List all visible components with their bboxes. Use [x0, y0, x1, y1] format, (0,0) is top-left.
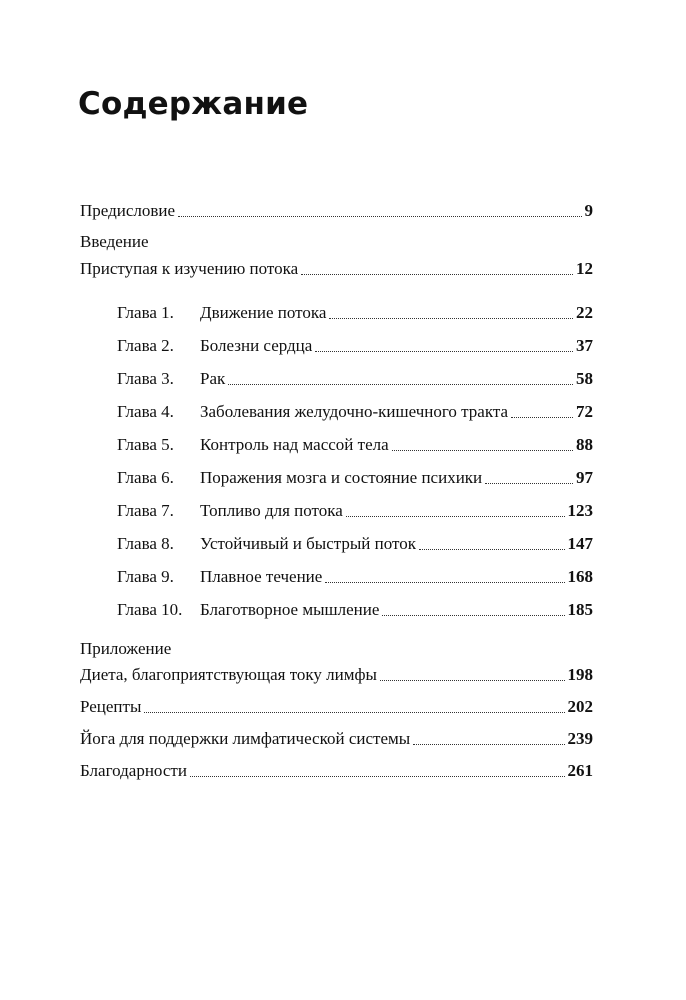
toc-entry-recipes[interactable] — [80, 696, 593, 718]
dot-leader — [144, 711, 564, 713]
toc-page-number: 88 — [576, 435, 593, 454]
chapter-number: Глава 2. — [117, 336, 174, 355]
dot-leader — [190, 775, 565, 777]
dot-leader — [511, 416, 573, 418]
dot-leader — [419, 548, 565, 550]
dot-leader — [178, 215, 581, 217]
toc-chapter-2[interactable] — [117, 335, 593, 357]
chapter-number: Глава 1. — [117, 303, 174, 322]
chapter-number: Глава 5. — [117, 435, 174, 454]
toc-page-number: 97 — [576, 468, 593, 487]
page-title: Содержание — [78, 86, 309, 122]
chapter-number: Глава 3. — [117, 369, 174, 388]
chapter-number: Глава 7. — [117, 501, 174, 520]
toc-page-number: 261 — [567, 761, 593, 780]
toc-entry-label: Рак — [200, 369, 226, 388]
toc-chapter-6[interactable] — [117, 467, 593, 489]
toc-entry-label: Движение потока — [200, 303, 327, 322]
toc-page-number: 123 — [567, 501, 593, 520]
toc-entry-acknowledgements[interactable] — [80, 760, 593, 782]
toc-entry-label: Устойчивый и быстрый поток — [200, 534, 416, 553]
toc-entry-label: Болезни сердца — [200, 336, 313, 355]
toc-entry-label: Диета, благоприятствующая току лимфы — [80, 665, 377, 684]
toc-entry-label: Приступая к изучению потока — [80, 259, 299, 278]
dot-leader — [392, 449, 573, 451]
dot-leader — [301, 273, 573, 275]
toc-chapter-8[interactable] — [117, 533, 593, 555]
toc-page-number: 185 — [567, 600, 593, 619]
toc-page-number: 168 — [567, 567, 593, 586]
dot-leader — [380, 679, 565, 681]
dot-leader — [329, 317, 573, 319]
toc-chapter-9[interactable] — [117, 566, 593, 588]
toc-entry-intro[interactable] — [80, 258, 593, 280]
toc-chapter-7[interactable] — [117, 500, 593, 522]
chapter-number: Глава 4. — [117, 402, 174, 421]
toc-chapter-3[interactable] — [117, 368, 593, 390]
toc-chapter-4[interactable] — [117, 401, 593, 423]
dot-leader — [228, 383, 573, 385]
toc-page-number: 12 — [576, 259, 593, 278]
toc-page-number: 239 — [567, 729, 593, 748]
toc-entry-preface[interactable] — [80, 200, 593, 222]
toc-entry-label: Плавное течение — [200, 567, 323, 586]
toc-page-number: 202 — [567, 697, 593, 716]
toc-entry-label: Топливо для потока — [200, 501, 343, 520]
toc-entry-yoga[interactable] — [80, 728, 593, 750]
chapter-number: Глава 8. — [117, 534, 174, 553]
toc-page-number: 198 — [567, 665, 593, 684]
toc-page-number: 72 — [576, 402, 593, 421]
toc-chapter-5[interactable] — [117, 434, 593, 456]
toc-page-number: 22 — [576, 303, 593, 322]
toc-entry-label: Йога для поддержки лимфатической системы — [80, 729, 411, 748]
chapter-number: Глава 10. — [117, 600, 183, 619]
dot-leader — [485, 482, 573, 484]
toc-entry-label: Заболевания желудочно-кишечного тракта — [200, 402, 509, 421]
toc-page-number: 147 — [567, 534, 593, 553]
toc-page-number: 9 — [584, 201, 593, 220]
chapter-number: Глава 6. — [117, 468, 174, 487]
toc-entry-label: Благотворное мышление — [200, 600, 380, 619]
toc-chapter-1[interactable] — [117, 302, 593, 324]
toc-entry-diet[interactable] — [80, 664, 593, 686]
toc-entry-label: Поражения мозга и состояние психики — [200, 468, 483, 487]
section-heading-appendix — [80, 638, 593, 660]
chapter-number: Глава 9. — [117, 567, 174, 586]
dot-leader — [315, 350, 573, 352]
dot-leader — [346, 515, 565, 517]
dot-leader — [325, 581, 564, 583]
toc-chapter-10[interactable] — [117, 599, 593, 621]
toc-entry-label: Рецепты — [80, 697, 142, 716]
toc-entry-label: Предисловие — [80, 201, 176, 220]
toc-entry-label: Контроль над массой тела — [200, 435, 389, 454]
toc-page-number: 37 — [576, 336, 593, 355]
toc-page-number: 58 — [576, 369, 593, 388]
toc-entry-label: Благодарности — [80, 761, 187, 780]
dot-leader — [413, 743, 564, 745]
section-heading-intro — [80, 231, 593, 253]
dot-leader — [382, 614, 564, 616]
section-heading-label: Введение — [80, 232, 149, 251]
section-heading-label: Приложение — [80, 639, 172, 658]
